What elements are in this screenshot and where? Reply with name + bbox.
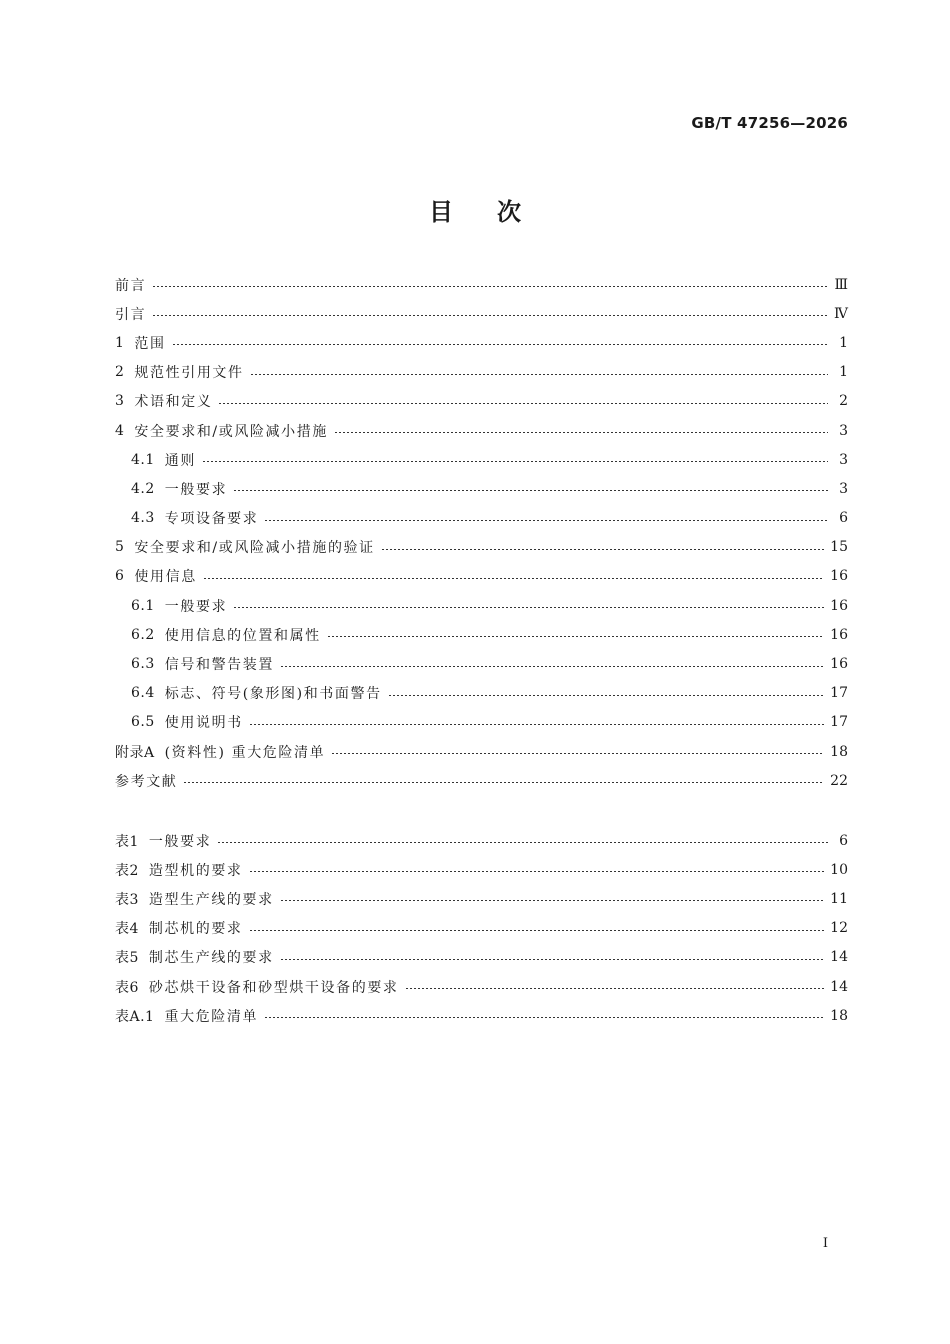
standard-number: GB/T 47256—2026 xyxy=(691,114,848,132)
toc-entry-page: 1 xyxy=(839,334,848,351)
toc-entry-page: 17 xyxy=(830,714,848,731)
toc-entry-number: 2 xyxy=(115,364,125,381)
toc-entry-page: 16 xyxy=(830,656,848,673)
toc-entry-page: 6 xyxy=(839,510,848,527)
toc-leader-dots xyxy=(327,636,824,637)
toc-leader-dots xyxy=(152,315,828,316)
toc-leader-dots xyxy=(152,286,828,287)
toc-entry[interactable] xyxy=(115,562,848,591)
table-entry-label: 砂芯烘干设备和砂型烘干设备的要求 xyxy=(148,979,399,996)
toc-leader-dots xyxy=(183,782,824,783)
toc-entry-label: 使用信息 xyxy=(134,569,197,586)
toc-entry-references[interactable] xyxy=(115,766,848,795)
toc-leader-dots xyxy=(331,753,824,754)
table-entry[interactable] xyxy=(115,972,848,1001)
table-entry-number: 表6 xyxy=(115,979,139,996)
toc-entry-label: 术语和定义 xyxy=(134,394,213,411)
table-entry-number: 表4 xyxy=(115,921,139,938)
toc-entry-number: 6 xyxy=(115,568,125,585)
toc-entry-page: 16 xyxy=(830,568,848,585)
toc-entry-number: 3 xyxy=(115,393,125,410)
toc-entry[interactable] xyxy=(115,620,848,649)
toc-list xyxy=(115,270,848,795)
toc-leader-dots xyxy=(280,959,824,960)
table-entry-number: 表2 xyxy=(115,862,139,879)
table-entry-label: 造型机的要求 xyxy=(148,862,243,879)
table-entry-page: 11 xyxy=(830,890,848,907)
toc-entry-label: 标志、符号(象形图)和书面警告 xyxy=(164,686,382,703)
table-entry[interactable] xyxy=(115,1001,848,1030)
toc-leader-dots xyxy=(280,666,824,667)
table-entry-page: 6 xyxy=(839,832,848,849)
toc-entry-label: 使用说明书 xyxy=(164,715,243,732)
toc-leader-dots xyxy=(334,432,828,433)
toc-entry[interactable] xyxy=(115,270,848,299)
toc-entry-label: 规范性引用文件 xyxy=(134,365,244,382)
table-entry-number: 表1 xyxy=(115,833,139,850)
table-entry-label: 制芯生产线的要求 xyxy=(148,950,274,967)
toc-entry[interactable] xyxy=(115,299,848,328)
toc-entry[interactable] xyxy=(115,591,848,620)
toc-leader-dots xyxy=(249,724,824,725)
toc-entry[interactable] xyxy=(115,474,848,503)
toc-entry-page: Ⅳ xyxy=(834,305,848,322)
toc-entry-label: 信号和警告装置 xyxy=(164,657,274,674)
toc-entry-number: 6.5 xyxy=(131,714,155,731)
toc-entry-number: 4.1 xyxy=(131,451,155,468)
table-entry-page: 14 xyxy=(830,978,848,995)
toc-entry[interactable] xyxy=(115,708,848,737)
toc-entry-page: 1 xyxy=(839,364,848,381)
table-entry-label: 一般要求 xyxy=(148,833,212,850)
toc-entry-page: 3 xyxy=(839,451,848,468)
toc-entry[interactable] xyxy=(115,649,848,678)
toc-leader-dots xyxy=(280,900,824,901)
toc-entry[interactable] xyxy=(115,358,848,387)
page-title: 目次 xyxy=(429,198,565,226)
page-number: I xyxy=(822,1236,828,1251)
toc-entry[interactable] xyxy=(115,504,848,533)
table-entry-label: 制芯机的要求 xyxy=(148,921,243,938)
toc-entry-page: 3 xyxy=(839,480,848,497)
table-entry[interactable] xyxy=(115,826,848,855)
toc-entry-page: 16 xyxy=(830,626,848,643)
toc-entry-number: 4.3 xyxy=(131,510,155,527)
table-entry-label: 重大危险清单 xyxy=(164,1008,259,1025)
toc-entry-page: 16 xyxy=(830,597,848,614)
toc-entry[interactable] xyxy=(115,679,848,708)
table-entry-page: 10 xyxy=(830,861,848,878)
toc-entry-label: 一般要求 xyxy=(164,481,228,498)
toc-entry-label: (资料性) 重大危险清单 xyxy=(164,744,326,761)
toc-entry-page: 2 xyxy=(839,393,848,410)
toc-entry[interactable] xyxy=(115,533,848,562)
toc-entry-number: 6.4 xyxy=(131,685,155,702)
toc-entry-label: 通则 xyxy=(164,452,196,469)
toc-entry[interactable] xyxy=(115,445,848,474)
toc-entry-label: 引言 xyxy=(115,306,147,323)
toc-entry-label: 使用信息的位置和属性 xyxy=(164,627,321,644)
toc-leader-dots xyxy=(233,490,828,491)
table-entry[interactable] xyxy=(115,943,848,972)
toc-leader-dots xyxy=(249,930,825,931)
toc-entry[interactable] xyxy=(115,328,848,357)
table-entry-page: 12 xyxy=(830,920,848,937)
toc-entry-label: 安全要求和/或风险减小措施的验证 xyxy=(134,540,375,557)
toc-leader-dots xyxy=(217,842,828,843)
toc-entry-appendix[interactable] xyxy=(115,737,848,766)
table-entry-number: 表3 xyxy=(115,891,139,908)
toc-leader-dots xyxy=(264,520,828,521)
table-entry-page: 18 xyxy=(830,1007,848,1024)
toc-entry-page: 17 xyxy=(830,685,848,702)
toc-entry-page: 3 xyxy=(839,422,848,439)
toc-entry-number: 附录A xyxy=(115,744,155,761)
table-list xyxy=(115,826,848,1030)
toc-entry-number: 6.3 xyxy=(131,656,155,673)
toc-leader-dots xyxy=(381,549,824,550)
toc-entry-number: 1 xyxy=(115,334,125,351)
toc-leader-dots xyxy=(250,374,828,375)
toc-leader-dots xyxy=(202,461,828,462)
toc-leader-dots xyxy=(388,695,824,696)
toc-entry[interactable] xyxy=(115,416,848,445)
toc-entry-number: 4.2 xyxy=(131,480,155,497)
toc-entry-label: 专项设备要求 xyxy=(164,511,259,528)
table-entry-label: 造型生产线的要求 xyxy=(148,891,274,908)
toc-leader-dots xyxy=(203,578,824,579)
toc-entry[interactable] xyxy=(115,387,848,416)
table-entry[interactable] xyxy=(115,884,848,913)
toc-entry-number: 4 xyxy=(115,422,125,439)
toc-entry-page: 15 xyxy=(830,539,848,556)
toc-entry-number: 6.1 xyxy=(131,597,155,614)
table-entry[interactable] xyxy=(115,855,848,884)
toc-entry-page: Ⅲ xyxy=(834,276,848,293)
toc-entry-number: 5 xyxy=(115,539,125,556)
toc-leader-dots xyxy=(172,344,828,345)
table-entry-number: 表A.1 xyxy=(115,1008,155,1025)
toc-entry-label: 前言 xyxy=(115,277,147,294)
toc-leader-dots xyxy=(264,1017,824,1018)
toc-entry-number: 6.2 xyxy=(131,626,155,643)
toc-entry-page: 22 xyxy=(830,772,848,789)
toc-leader-dots xyxy=(405,988,825,989)
table-entry[interactable] xyxy=(115,914,848,943)
toc-entry-label: 范围 xyxy=(134,335,166,352)
toc-entry-page: 18 xyxy=(830,743,848,760)
toc-leader-dots xyxy=(249,871,825,872)
toc-entry-label: 参考文献 xyxy=(115,773,178,790)
toc-leader-dots xyxy=(233,607,824,608)
toc-leader-dots xyxy=(218,403,828,404)
table-entry-number: 表5 xyxy=(115,950,139,967)
table-entry-page: 14 xyxy=(830,949,848,966)
toc-entry-label: 一般要求 xyxy=(164,598,228,615)
toc-entry-label: 安全要求和/或风险减小措施 xyxy=(134,423,328,440)
